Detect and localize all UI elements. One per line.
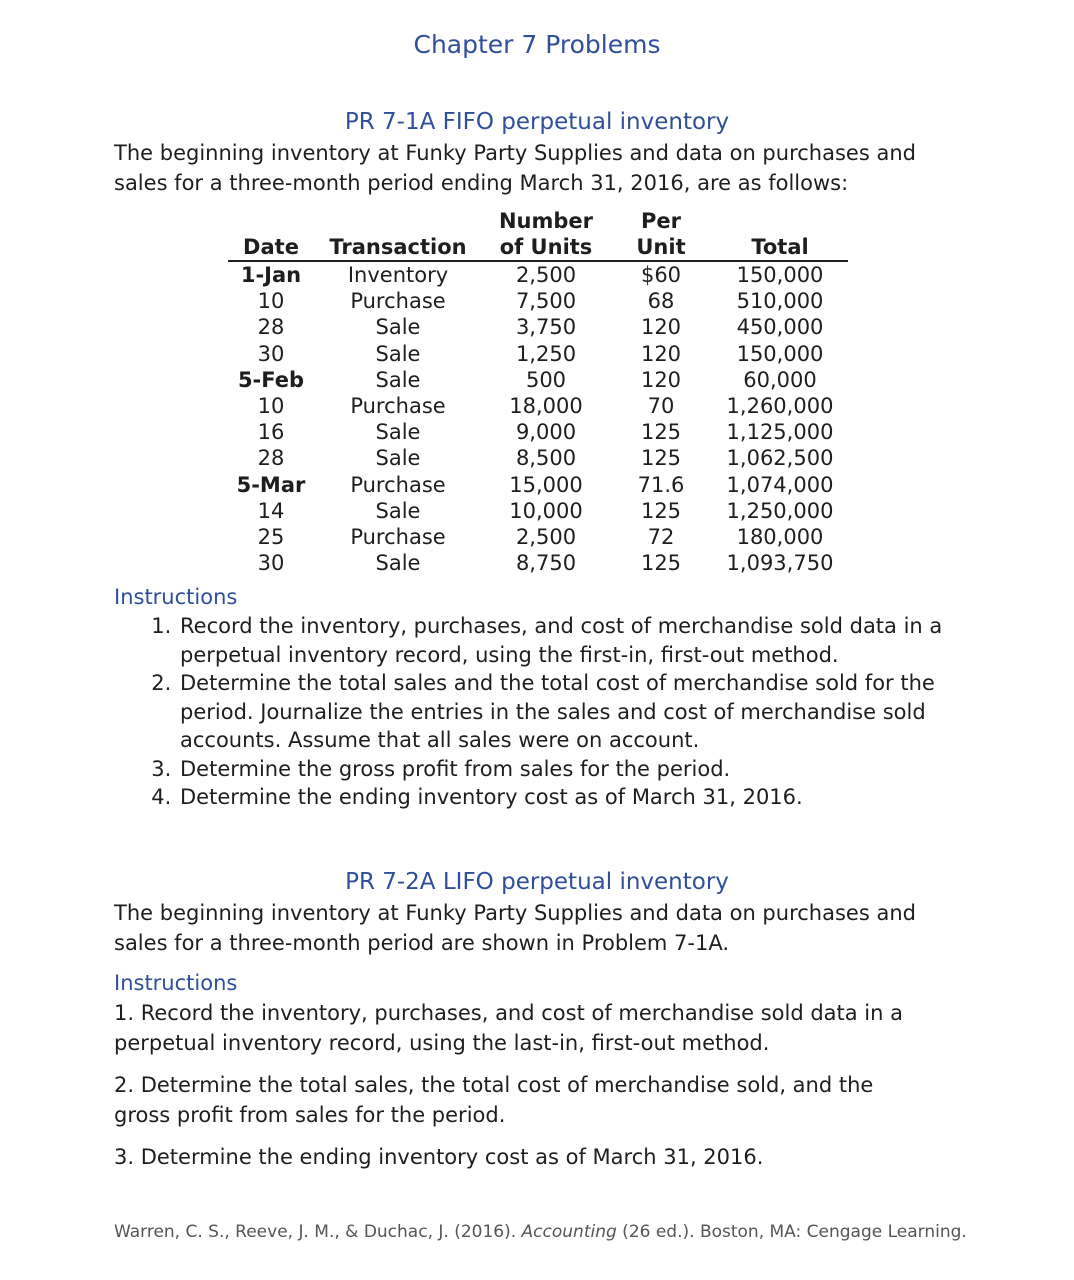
table-row — [228, 393, 848, 419]
pr2-instruction-1 — [114, 998, 984, 1058]
table-row — [228, 261, 848, 288]
citation — [114, 1222, 967, 1242]
cell-per-unit: 125 — [640, 498, 682, 523]
cell-transaction: Purchase — [350, 289, 446, 314]
cell-units: 18,000 — [509, 394, 583, 419]
cell-date: 1-Jan — [240, 263, 302, 287]
cell-total: 60,000 — [743, 367, 817, 392]
cell-date: 10 — [257, 289, 285, 314]
cell-transaction: Sale — [375, 446, 421, 471]
cell-total: 1,260,000 — [726, 394, 834, 419]
cell-per-unit: 72 — [647, 525, 675, 550]
cell-per-unit: 70 — [647, 394, 675, 419]
cell-transaction: Purchase — [350, 472, 446, 497]
pr1-instructions-heading: Instructions — [114, 585, 238, 609]
header-per-bottom: Unit — [610, 234, 712, 261]
table-row — [228, 314, 848, 340]
cell-date: 25 — [257, 525, 285, 550]
pr1-instructions-list — [140, 612, 990, 812]
inventory-table-body — [228, 261, 848, 576]
cell-total: 1,062,500 — [726, 446, 834, 471]
cell-total: 150,000 — [736, 341, 824, 366]
inventory-table — [228, 208, 848, 576]
pr2-item3: 3. Determine the ending inventory cost as of March 31, 2016. — [114, 1145, 764, 1169]
pr2-instruction-3 — [114, 1142, 984, 1172]
pr2-intro-line1: The beginning inventory at Funky Party Supplies and data on purchases and — [114, 901, 916, 925]
pr2-item2-line1: 2. Determine the total sales, the total cost of merchandise sold, and the — [114, 1073, 874, 1097]
header-transaction: Transaction — [314, 234, 482, 261]
pr2-intro — [114, 898, 984, 958]
cell-units: 15,000 — [509, 472, 583, 497]
pr2-instruction-2 — [114, 1070, 984, 1130]
table-row — [228, 524, 848, 550]
pr2-item2-line2: gross profit from sales for the period. — [114, 1103, 506, 1127]
instruction-item: 2. Determine the total sales and the total cost of merchandise sold for the period. Journalize the entries in the sales and cost of merchandise sold accounts. Assume that all sales were on account. — [178, 669, 990, 755]
table-row — [228, 498, 848, 524]
cell-transaction: Purchase — [350, 525, 446, 550]
cell-per-unit: $60 — [640, 263, 682, 287]
cell-transaction: Sale — [375, 341, 421, 366]
pr1-intro-line2: sales for a three-month period ending March 31, 2016, are as follows: — [114, 171, 849, 195]
cell-total: 1,093,750 — [726, 551, 834, 576]
cell-units: 2,500 — [515, 525, 577, 550]
table-row — [228, 288, 848, 314]
chapter-title: Chapter 7 Problems — [413, 30, 661, 59]
cell-units: 500 — [525, 367, 567, 392]
cell-transaction: Sale — [375, 420, 421, 445]
pr2-instructions-heading: Instructions — [114, 971, 238, 995]
pr2-item1-line1: 1. Record the inventory, purchases, and cost of merchandise sold data in a — [114, 1001, 903, 1025]
cell-per-unit: 120 — [640, 367, 682, 392]
cell-per-unit: 120 — [640, 315, 682, 340]
cell-transaction: Sale — [375, 367, 421, 392]
cell-per-unit: 68 — [647, 289, 675, 314]
cell-date: 28 — [257, 446, 285, 471]
instruction-item: 1. Record the inventory, purchases, and cost of merchandise sold data in a perpetual inventory record, using the first-in, first-out method. — [178, 612, 990, 669]
table-row — [228, 419, 848, 445]
pr2-item1-line2: perpetual inventory record, using the last-in, first-out method. — [114, 1031, 770, 1055]
cell-date: 30 — [257, 341, 285, 366]
cell-date: 14 — [257, 498, 285, 523]
header-units-bottom: of Units — [482, 234, 610, 261]
header-spacer — [228, 208, 314, 234]
cell-per-unit: 125 — [640, 420, 682, 445]
cell-date: 30 — [257, 551, 285, 576]
cell-total: 150,000 — [736, 263, 824, 287]
instruction-item: 4. Determine the ending inventory cost as of March 31, 2016. — [178, 783, 990, 812]
cell-date: 5-Feb — [237, 367, 305, 392]
table-row — [228, 445, 848, 471]
cell-per-unit: 71.6 — [637, 472, 685, 497]
cell-units: 10,000 — [509, 498, 583, 523]
table-row — [228, 472, 848, 498]
cell-transaction: Sale — [375, 551, 421, 576]
cell-total: 1,125,000 — [726, 420, 834, 445]
cell-per-unit: 125 — [640, 551, 682, 576]
cell-units: 8,500 — [515, 446, 577, 471]
citation-publisher: (26 ed.). Boston, MA: Cengage Learning. — [616, 1222, 967, 1242]
cell-per-unit: 125 — [640, 446, 682, 471]
pr2-title: PR 7-2A LIFO perpetual inventory — [345, 869, 729, 895]
cell-date: 16 — [257, 420, 285, 445]
cell-units: 7,500 — [515, 289, 577, 314]
pr2-intro-line2: sales for a three-month period are shown in Problem 7-1A. — [114, 931, 730, 955]
citation-authors: Warren, C. S., Reeve, J. M., & Duchac, J. (2016). — [114, 1222, 522, 1242]
cell-transaction: Sale — [375, 315, 421, 340]
cell-per-unit: 120 — [640, 341, 682, 366]
header-per-top: Per — [641, 209, 681, 233]
cell-total: 450,000 — [736, 315, 824, 340]
header-units-top: Number — [498, 209, 594, 233]
instruction-item: 3. Determine the gross profit from sales for the period. — [178, 755, 990, 784]
cell-units: 2,500 — [515, 263, 577, 287]
header-date: Date — [228, 234, 314, 261]
pr1-intro-line1: The beginning inventory at Funky Party Supplies and data on purchases and — [114, 141, 916, 165]
cell-units: 9,000 — [515, 420, 577, 445]
header-spacer — [314, 208, 482, 234]
cell-total: 1,250,000 — [726, 498, 834, 523]
cell-transaction: Inventory — [347, 263, 449, 287]
table-row — [228, 550, 848, 576]
pr1-title: PR 7-1A FIFO perpetual inventory — [344, 109, 730, 135]
cell-date: 28 — [257, 315, 285, 340]
cell-total: 510,000 — [736, 289, 824, 314]
cell-date: 10 — [257, 394, 285, 419]
cell-date: 5-Mar — [236, 472, 306, 497]
cell-transaction: Sale — [375, 498, 421, 523]
citation-book-title: Accounting — [521, 1222, 617, 1242]
header-spacer — [712, 208, 848, 234]
cell-units: 3,750 — [515, 315, 577, 340]
cell-units: 8,750 — [515, 551, 577, 576]
cell-units: 1,250 — [515, 341, 577, 366]
cell-total: 1,074,000 — [726, 472, 834, 497]
pr1-intro — [114, 138, 984, 198]
header-total: Total — [712, 234, 848, 261]
cell-transaction: Purchase — [350, 394, 446, 419]
table-row — [228, 367, 848, 393]
cell-total: 180,000 — [736, 525, 824, 550]
table-row — [228, 341, 848, 367]
